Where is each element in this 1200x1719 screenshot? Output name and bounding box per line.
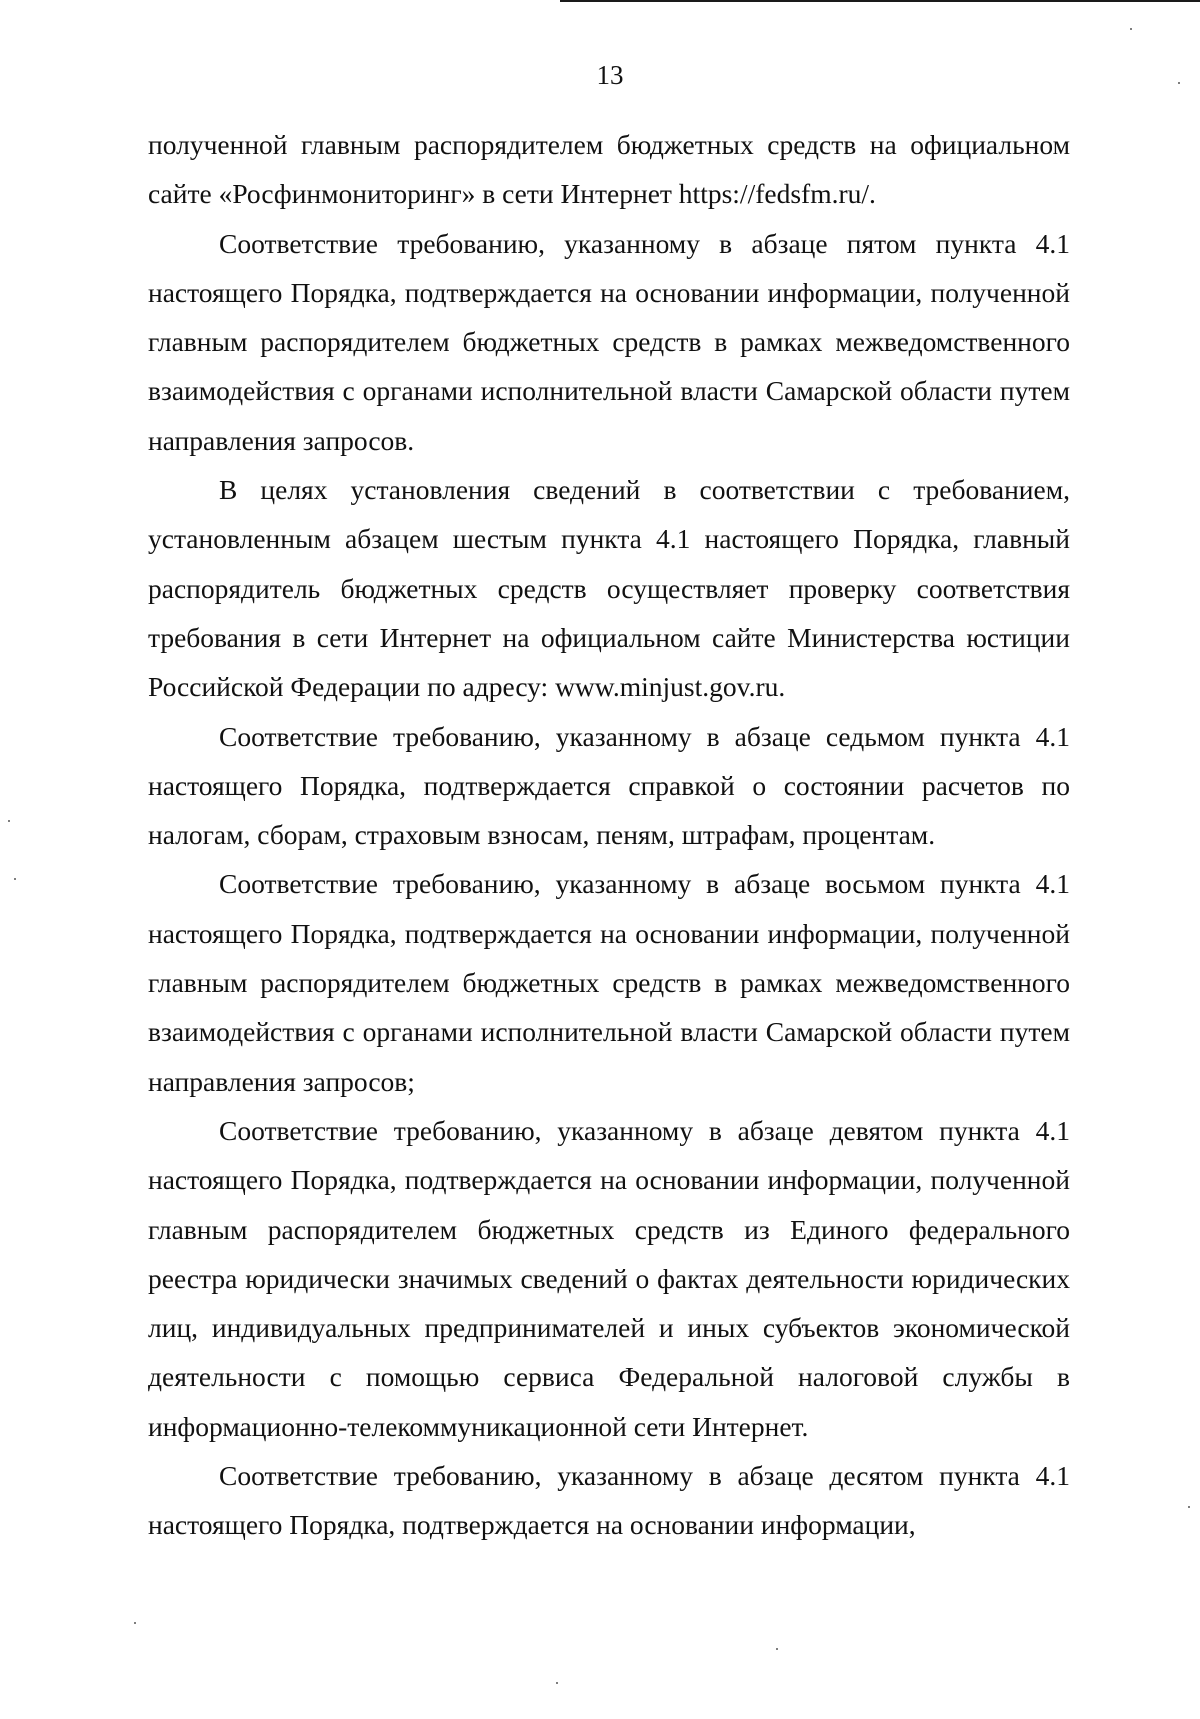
paragraph-requirement-7: Соответствие требованию, указанному в абзаце седьмом пункта 4.1 настоящего Порядка, подтверждается справкой о состоянии расчетов по налогам, сборам, страховым взносам, пеням, штрафам, процентам. bbox=[148, 720, 1070, 851]
paragraph-requirement-6: В целях установления сведений в соответствии с требованием, установленным абзацем шестым пункта 4.1 настоящего Порядка, главный распорядитель бюджетных средств осуществляет проверку соответствия требования в сети Интернет на официальном сайте Министерства юстиции Российской Федерации по адресу: www.minjust.gov.ru. bbox=[148, 474, 1070, 703]
page-number: 13 bbox=[596, 60, 624, 90]
scan-speck bbox=[556, 1682, 558, 1684]
scan-speck bbox=[8, 820, 10, 822]
paragraph-requirement-9: Соответствие требованию, указанному в абзаце девятом пункта 4.1 настоящего Порядка, подтверждается на основании информации, полученной главным распорядителем бюджетных средств из Единого федерального реестра юридически значимых сведений о фактах деятельности юридических лиц, индивидуальных предпринимателей и иных субъектов экономической деятельности с помощью сервиса Федеральной налоговой службы в информационно-телекоммуникационной сети Интернет. bbox=[148, 1114, 1070, 1442]
paragraph-requirement-5: Соответствие требованию, указанному в абзаце пятом пункта 4.1 настоящего Порядка, подтверждается на основании информации, полученной главным распорядителем бюджетных средств в рамках межведомственного взаимодействия с органами исполнительной власти Самарской области путем направления запросов. bbox=[148, 227, 1070, 456]
scan-speck bbox=[14, 878, 16, 880]
paragraph-requirement-8: Соответствие требованию, указанному в абзаце восьмом пункта 4.1 настоящего Порядка, подтверждается на основании информации, полученной главным распорядителем бюджетных средств в рамках межведомственного взаимодействия с органами исполнительной власти Самарской области путем направления запросов; bbox=[148, 868, 1070, 1097]
scan-speck bbox=[1188, 1506, 1190, 1508]
paragraph-continuation: полученной главным распорядителем бюджетных средств на официальном сайте «Росфинмониторинг» в сети Интернет https://fedsfm.ru/. bbox=[148, 129, 1070, 210]
scan-speck bbox=[1130, 28, 1132, 30]
scan-speck bbox=[776, 1648, 778, 1650]
top-edge-rule bbox=[560, 0, 1200, 2]
paragraph-requirement-10: Соответствие требованию, указанному в абзаце десятом пункта 4.1 настоящего Порядка, подтверждается на основании информации, bbox=[148, 1460, 1070, 1541]
scan-speck bbox=[1178, 82, 1180, 84]
document-body bbox=[148, 120, 1070, 1550]
scan-speck bbox=[134, 1622, 136, 1624]
